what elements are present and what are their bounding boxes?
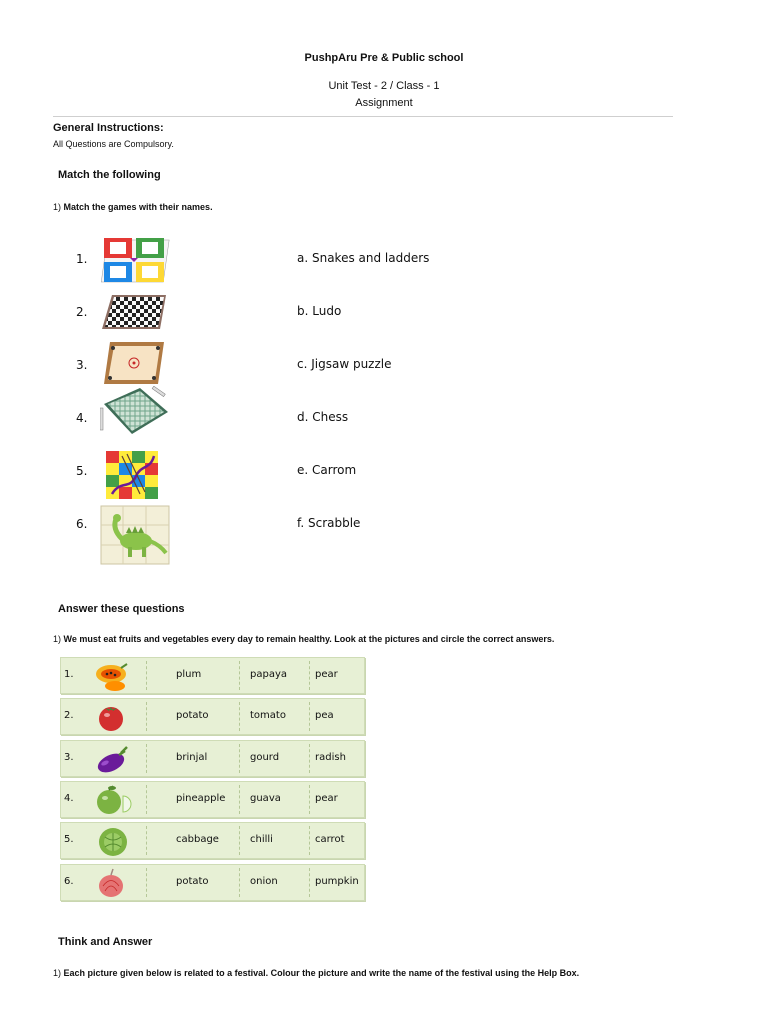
fruits-row-number: 4.	[64, 793, 74, 804]
fruits-row-number: 6.	[64, 876, 74, 887]
fruits-row-number: 3.	[64, 752, 74, 763]
festival-question	[53, 968, 579, 978]
match-option-label: e. Carrom	[297, 463, 357, 477]
column-divider	[146, 826, 147, 855]
festival-question-text: Each picture given below is related to a festival. Colour the picture and write the name of the festival using the Help Box.	[63, 968, 580, 978]
answer-option[interactable]: pumpkin	[315, 876, 359, 887]
column-divider	[239, 702, 240, 731]
column-divider	[239, 868, 240, 897]
column-divider	[309, 661, 310, 690]
carrom-board-icon	[100, 338, 170, 388]
answer-option[interactable]: pineapple	[176, 793, 226, 804]
document-type: Assignment	[355, 97, 413, 109]
answer-option[interactable]: chilli	[250, 834, 273, 845]
fruits-table-row	[60, 698, 365, 735]
answer-option[interactable]: brinjal	[176, 752, 208, 763]
column-divider	[146, 868, 147, 897]
match-question-text: Match the games with their names.	[63, 202, 213, 212]
cabbage-icon	[91, 825, 137, 858]
match-row-number: 3.	[76, 358, 88, 372]
match-option-label: b. Ludo	[297, 304, 342, 318]
instructions-heading: General Instructions:	[53, 122, 164, 134]
answer-option[interactable]: papaya	[250, 669, 287, 680]
answer-option[interactable]: cabbage	[176, 834, 219, 845]
match-option-label: c. Jigsaw puzzle	[297, 357, 392, 371]
fruits-table-row	[60, 657, 365, 694]
answer-option[interactable]: pear	[315, 793, 338, 804]
snakes-ladders-board-icon	[100, 450, 170, 500]
instructions-text: All Questions are Compulsory.	[53, 139, 174, 149]
match-row-number: 6.	[76, 517, 88, 531]
column-divider	[309, 785, 310, 814]
answer-option[interactable]: carrot	[315, 834, 345, 845]
match-row-number: 2.	[76, 305, 88, 319]
match-question-number: 1)	[53, 202, 62, 212]
ludo-board-icon	[100, 234, 170, 284]
answer-option[interactable]: radish	[315, 752, 346, 763]
tomato-icon	[91, 701, 137, 734]
answer-option[interactable]: guava	[250, 793, 281, 804]
fruits-question	[53, 634, 554, 644]
fruits-table-row	[60, 864, 365, 901]
column-divider	[239, 661, 240, 690]
column-divider	[146, 661, 147, 690]
school-name: PushpAru Pre & Public school	[304, 52, 464, 64]
match-option-label: f. Scrabble	[297, 516, 361, 530]
header-divider	[53, 116, 673, 117]
jigsaw-dinosaur-icon	[100, 505, 170, 565]
fruits-row-number: 2.	[64, 710, 74, 721]
brinjal-icon	[91, 743, 137, 776]
answer-option[interactable]: potato	[176, 710, 209, 721]
column-divider	[239, 744, 240, 773]
guava-icon	[91, 784, 137, 817]
column-divider	[146, 744, 147, 773]
column-divider	[239, 785, 240, 814]
papaya-icon	[91, 660, 137, 693]
fruits-row-number: 5.	[64, 834, 74, 845]
match-question	[53, 202, 213, 212]
answer-option[interactable]: potato	[176, 876, 209, 887]
answer-option[interactable]: onion	[250, 876, 278, 887]
match-option-label: d. Chess	[297, 410, 349, 424]
column-divider	[309, 702, 310, 731]
fruits-section-title: Answer these questions	[58, 603, 185, 615]
fruits-question-number: 1)	[53, 634, 62, 644]
answer-option[interactable]: plum	[176, 669, 202, 680]
answer-option[interactable]: gourd	[250, 752, 280, 763]
fruits-row-number: 1.	[64, 669, 74, 680]
festival-question-number: 1)	[53, 968, 62, 978]
column-divider	[146, 785, 147, 814]
fruits-question-text: We must eat fruits and vegetables every day to remain healthy. Look at the pictures and circle the correct answers.	[63, 634, 555, 644]
match-section-title: Match the following	[58, 169, 161, 181]
scrabble-board-icon	[100, 386, 170, 436]
answer-option[interactable]: tomato	[250, 710, 286, 721]
match-row-number: 4.	[76, 411, 88, 425]
festival-section-title: Think and Answer	[58, 936, 153, 948]
chessboard-icon	[100, 289, 170, 339]
match-option-label: a. Snakes and ladders	[297, 251, 430, 265]
test-title: Unit Test - 2 / Class - 1	[328, 80, 440, 92]
column-divider	[239, 826, 240, 855]
fruits-table-row	[60, 822, 365, 859]
column-divider	[309, 744, 310, 773]
onion-icon	[91, 867, 137, 900]
match-row-number: 5.	[76, 464, 88, 478]
answer-option[interactable]: pea	[315, 710, 334, 721]
answer-option[interactable]: pear	[315, 669, 338, 680]
fruits-table-row	[60, 740, 365, 777]
match-row-number: 1.	[76, 252, 88, 266]
column-divider	[146, 702, 147, 731]
column-divider	[309, 826, 310, 855]
fruits-table-row	[60, 781, 365, 818]
column-divider	[309, 868, 310, 897]
